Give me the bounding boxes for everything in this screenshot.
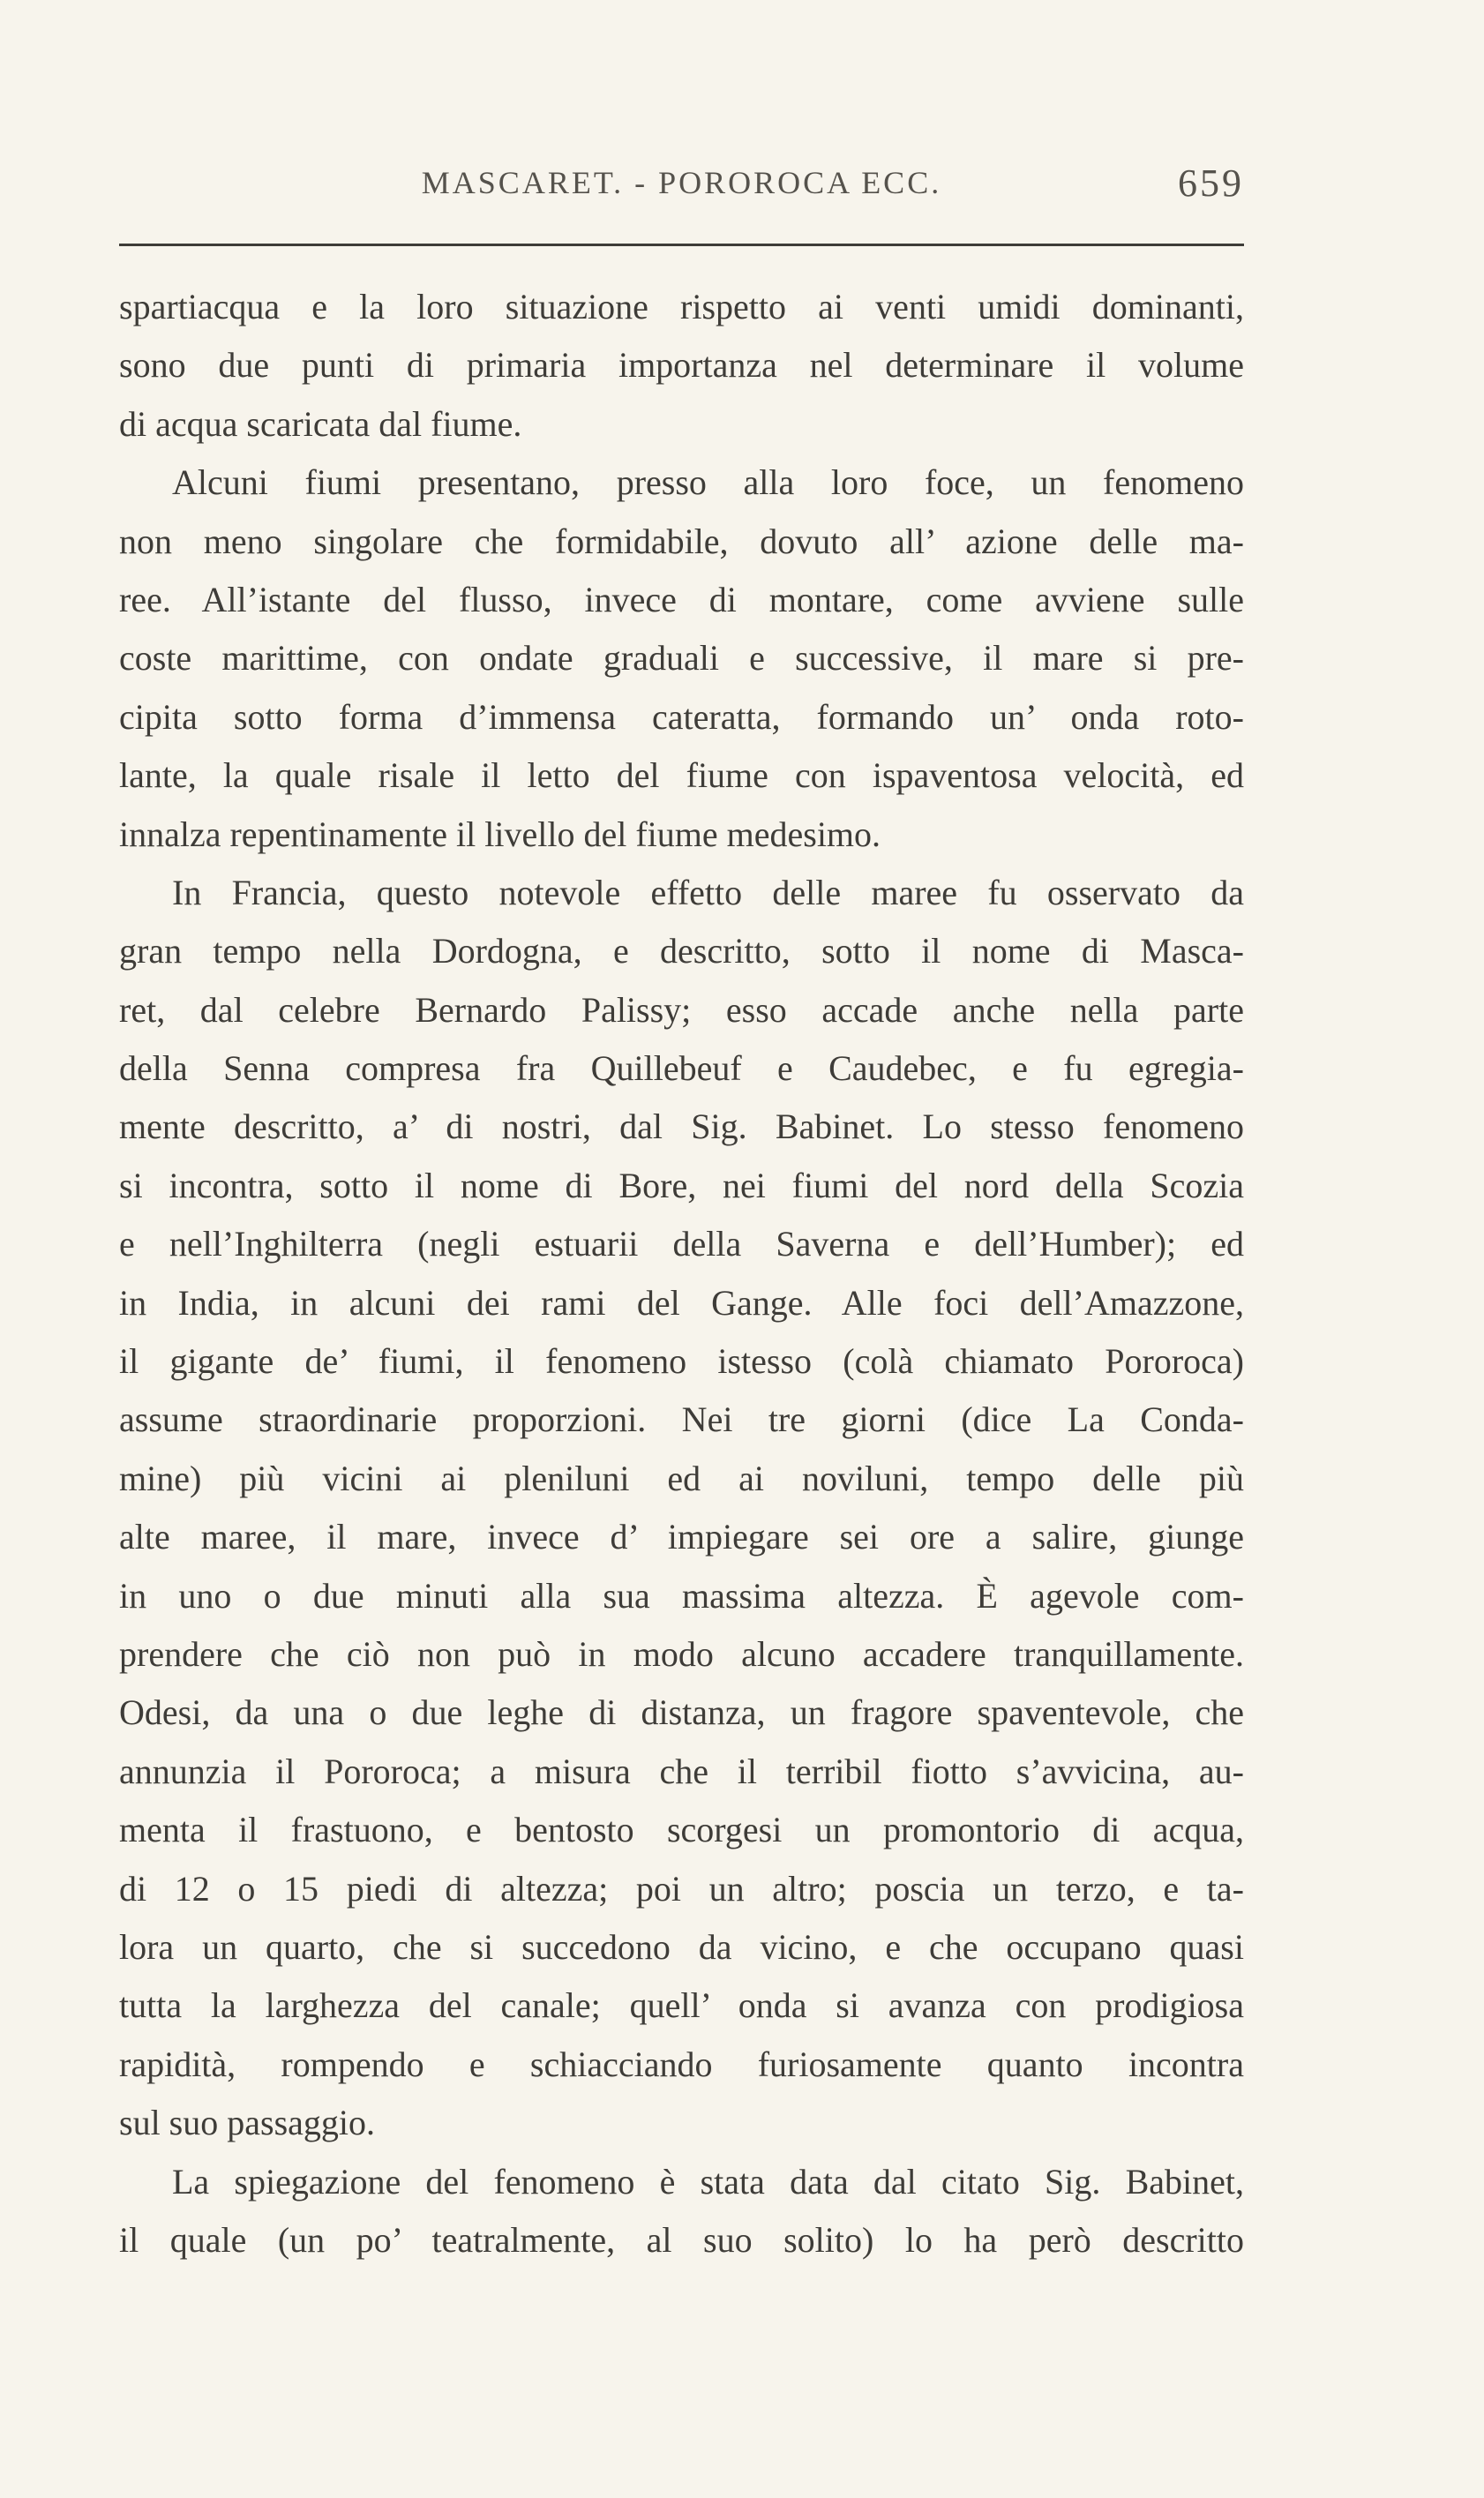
text-line: mine) più vicini ai pleniluni ed ai noviluni, tempo delle più xyxy=(119,1458,1244,1498)
text-line: rapidità, rompendo e schiacciando furiosamente quanto incontra xyxy=(119,2044,1244,2084)
text-line: annunzia il Pororoca; a misura che il terribil fiotto s’avvicina, au- xyxy=(119,1751,1244,1791)
text-line: lora un quarto, che si succedono da vicino, e che occupano quasi xyxy=(119,1926,1244,1967)
text-line: della Senna compresa fra Quillebeuf e Caudebec, e fu egregia- xyxy=(119,1048,1244,1089)
text-line: cipita sotto forma d’immensa cateratta, formando un’ onda roto- xyxy=(119,696,1244,737)
text-line: alte maree, il mare, invece d’ impiegare sei ore a salire, giunge xyxy=(119,1517,1244,1557)
text-line: il quale (un po’ teatralmente, al suo solito) lo ha però descritto xyxy=(119,2219,1244,2260)
text-line: mente descritto, a’ di nostri, dal Sig. Babinet. Lo stesso fenomeno xyxy=(119,1106,1244,1147)
text-line: In Francia, questo notevole effetto delle maree fu osservato da xyxy=(172,872,1244,912)
text-line: sul suo passaggio. xyxy=(119,2103,375,2143)
text-line: Odesi, da una o due leghe di distanza, un fragore spaventevole, che xyxy=(119,1692,1244,1733)
text-line: si incontra, sotto il nome di Bore, nei fiumi del nord della Scozia xyxy=(119,1165,1244,1205)
text-line: menta il frastuono, e bentosto scorgesi un promontorio di acqua, xyxy=(119,1810,1244,1850)
text-line: sono due punti di primaria importanza nel determinare il volume xyxy=(119,345,1244,386)
text-line: non meno singolare che formidabile, dovuto all’ azione delle ma- xyxy=(119,521,1244,561)
text-line: di acqua scaricata dal fiume. xyxy=(119,403,522,444)
page-number: 659 xyxy=(1178,161,1244,205)
body-text xyxy=(119,278,1244,2269)
text-line: Alcuni fiumi presentano, presso alla loro foce, un fenomeno xyxy=(172,462,1244,503)
text-line: il gigante de’ fiumi, il fenomeno istesso (colà chiamato Pororoca) xyxy=(119,1341,1244,1382)
text-line: gran tempo nella Dordogna, e descritto, sotto il nome di Masca- xyxy=(119,931,1244,971)
text-line: tutta la larghezza del canale; quell’ onda si avanza con prodigiosa xyxy=(119,1985,1244,2026)
text-line: in India, in alcuni dei rami del Gange. Alle foci dell’Amazzone, xyxy=(119,1282,1244,1323)
text-line: spartiacqua e la loro situazione rispetto ai venti umidi dominanti, xyxy=(119,287,1244,326)
text-line: di 12 o 15 piedi di altezza; poi un altro; poscia un terzo, e ta- xyxy=(119,1868,1244,1909)
header-rule xyxy=(119,244,1244,246)
text-line: coste marittime, con ondate graduali e successive, il mare si pre- xyxy=(119,638,1244,679)
running-head xyxy=(119,161,1244,217)
running-title: MASCARET. - POROROCA ECC. xyxy=(421,165,942,200)
text-line: innalza repentinamente il livello del fiume medesimo. xyxy=(119,814,881,854)
text-line: lante, la quale risale il letto del fiume con ispaventosa velocità, ed xyxy=(119,755,1244,796)
text-line: in uno o due minuti alla sua massima altezza. È agevole com- xyxy=(119,1575,1244,1616)
text-line: prendere che ciò non può in modo alcuno accadere tranquillamente. xyxy=(119,1633,1244,1674)
text-line: e nell’Inghilterra (negli estuarii della Saverna e dell’Humber); ed xyxy=(119,1224,1244,1264)
text-line: ree. All’istante del flusso, invece di montare, come avviene sulle xyxy=(119,579,1244,619)
text-line: La spiegazione del fenomeno è stata data dal citato Sig. Babinet, xyxy=(172,2161,1244,2202)
text-line: assume straordinarie proporzioni. Nei tre giorni (dice La Conda- xyxy=(119,1399,1244,1440)
text-line: ret, dal celebre Bernardo Palissy; esso accade anche nella parte xyxy=(119,989,1244,1030)
